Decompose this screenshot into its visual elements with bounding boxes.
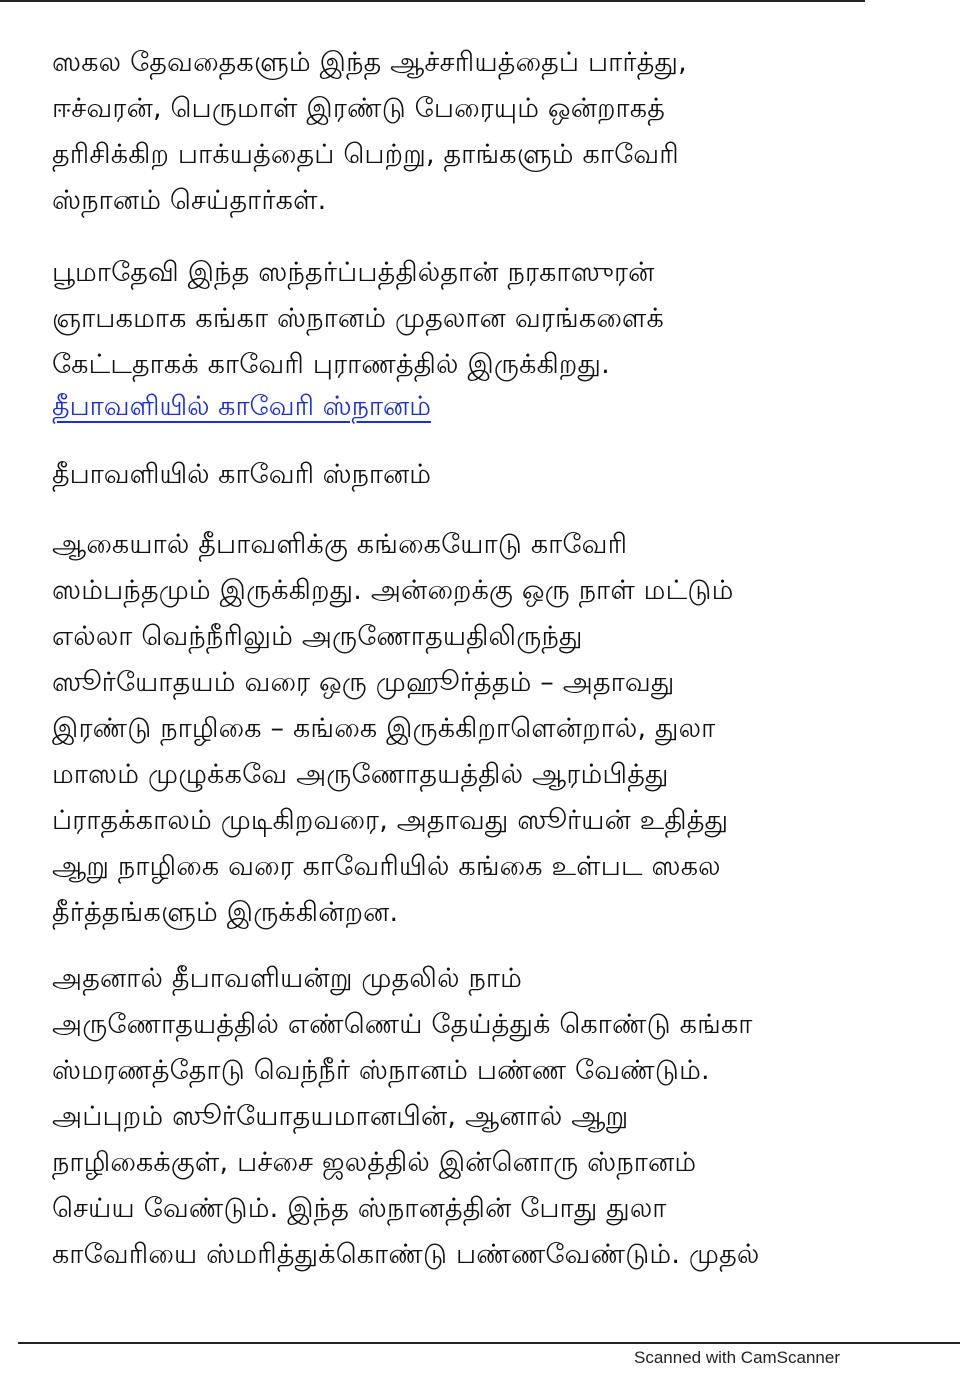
text-line: ஈச்வரன், பெருமாள் இரண்டு பேரையும் ஒன்றாகத்: [52, 93, 666, 124]
text-line: செய்ய வேண்டும். இந்த ஸ்நானத்தின் போது துலா: [52, 1193, 667, 1224]
text-line: ஸூர்யோதயம் வரை ஒரு முஹூர்த்தம் – அதாவது: [52, 667, 675, 698]
text-line: நாழிகைக்குள், பச்சை ஜலத்தில் இன்னொரு ஸ்நானம்: [52, 1147, 697, 1178]
text-line: ஸகல தேவதைகளும் இந்த ஆச்சரியத்தைப் பார்த்து,: [52, 47, 687, 78]
text-line: தீர்த்தங்களும் இருக்கின்றன.: [52, 897, 399, 928]
text-line: இரண்டு நாழிகை – கங்கை இருக்கிறாளென்றால், துலா: [52, 713, 716, 744]
scanner-watermark: Scanned with CamScanner: [634, 1348, 841, 1367]
text-line: கேட்டதாகக் காவேரி புராணத்தில் இருக்கிறது.: [52, 349, 610, 380]
text-line: மாஸம் முழுக்கவே அருணோதயத்தில் ஆரம்பித்து: [52, 759, 669, 790]
text-line: அருணோதயத்தில் எண்ணெய் தேய்த்துக் கொண்டு கங்கா: [52, 1009, 753, 1040]
text-line: தரிசிக்கிற பாக்யத்தைப் பெற்று, தாங்களும் காவேரி: [52, 139, 679, 170]
bottom-rule: [18, 1342, 960, 1344]
paragraph-3: [52, 522, 734, 936]
text-line: ஸம்பந்தமும் இருக்கிறது. அன்றைக்கு ஒரு நாள் மட்டும்: [52, 575, 734, 606]
top-rule: [0, 0, 865, 2]
text-line: ஆறு நாழிகை வரை காவேரியில் கங்கை உள்பட ஸகல: [52, 851, 721, 882]
paragraph-4: [52, 956, 760, 1278]
text-line: எல்லா வெந்நீரிலும் அருணோதயதிலிருந்து: [52, 621, 583, 652]
text-line: ப்ராதக்காலம் முடிகிறவரை, அதாவது ஸூர்யன் உதித்து: [52, 805, 729, 836]
text-line: அப்புறம் ஸூர்யோதயமானபின், ஆனால் ஆறு: [52, 1101, 629, 1132]
text-line: அதனால் தீபாவளியன்று முதலில் நாம்: [52, 963, 523, 994]
section-link[interactable]: தீபாவளியில் காவேரி ஸ்நானம்: [52, 391, 431, 422]
paragraph-1: [52, 40, 687, 224]
text-line: ஸ்நானம் செய்தார்கள்.: [52, 185, 327, 216]
text-line: ஆகையால் தீபாவளிக்கு கங்கையோடு காவேரி: [52, 529, 628, 560]
text-line: பூமாதேவி இந்த ஸந்தர்ப்பத்தில்தான் நரகாஸுரன்: [52, 257, 655, 288]
text-line: காவேரியை ஸ்மரித்துக்கொண்டு பண்ணவேண்டும். முதல்: [52, 1239, 760, 1270]
paragraph-2: [52, 250, 664, 388]
section-heading: தீபாவளியில் காவேரி ஸ்நானம்: [52, 459, 431, 490]
text-line: ஸ்மரணத்தோடு வெந்நீர் ஸ்நானம் பண்ண வேண்டும்.: [52, 1055, 710, 1086]
text-line: ஞாபகமாக கங்கா ஸ்நானம் முதலான வரங்களைக்: [52, 303, 664, 334]
